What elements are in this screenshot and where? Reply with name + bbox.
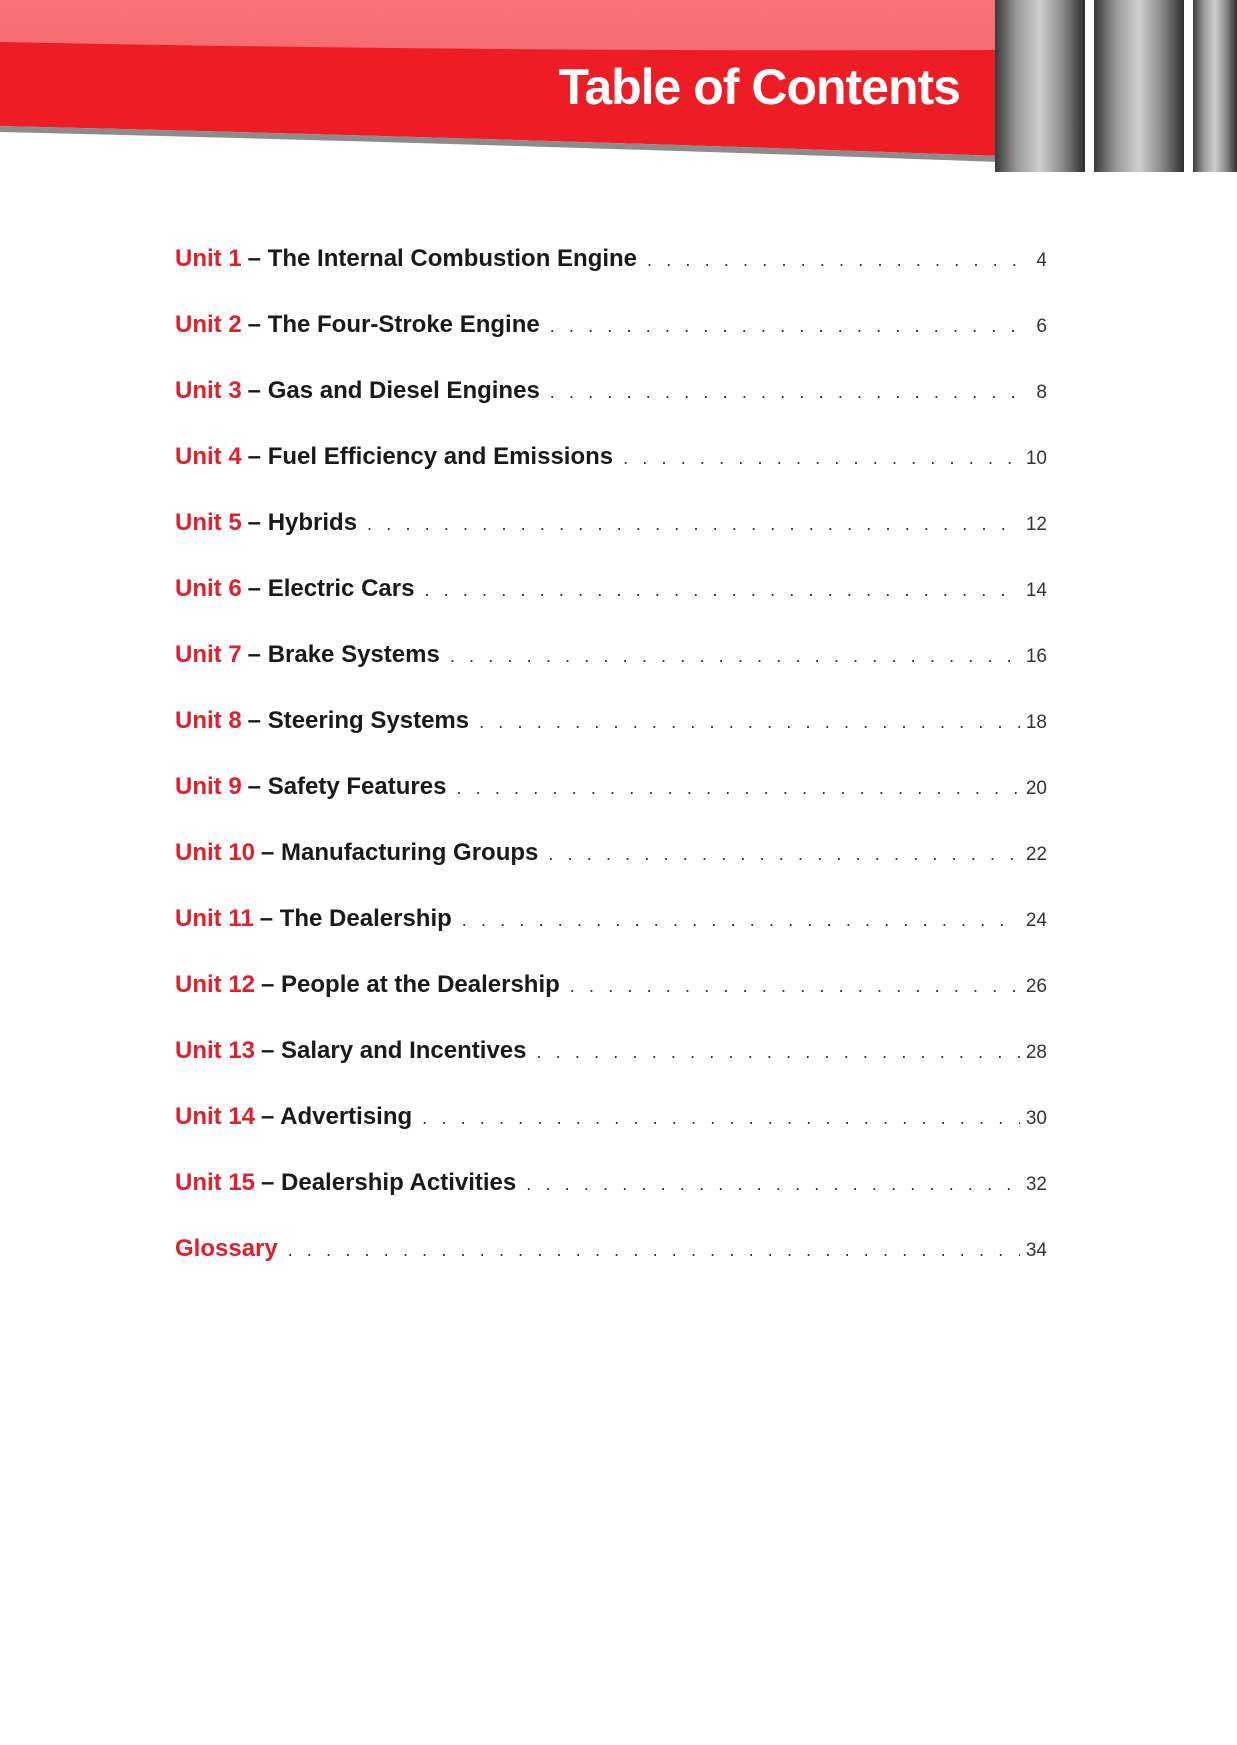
- unit-title: – Safety Features: [247, 773, 447, 800]
- unit-title: – Dealership Activities: [261, 1169, 517, 1196]
- unit-title: – The Internal Combustion Engine: [247, 245, 638, 272]
- page-number: 26: [1025, 976, 1047, 997]
- dot-leader: [422, 1108, 1020, 1129]
- unit-title: – The Dealership: [259, 905, 452, 932]
- toc-entry-glossary[interactable]: [175, 1235, 1047, 1301]
- page-number: 14: [1025, 580, 1047, 601]
- dot-leader: [450, 646, 1020, 667]
- dot-leader: [548, 844, 1019, 865]
- toc-entry-unit-4[interactable]: [175, 443, 1047, 509]
- unit-title: – Electric Cars: [247, 575, 415, 602]
- unit-label: Unit 12: [175, 971, 256, 998]
- toc-entry-unit-13[interactable]: [175, 1037, 1047, 1103]
- toc-entry-unit-1[interactable]: [175, 245, 1047, 311]
- toc-entry-unit-8[interactable]: [175, 707, 1047, 773]
- page-number: 6: [1036, 316, 1047, 337]
- unit-label: Unit 15: [175, 1169, 256, 1196]
- header-banner: [0, 0, 1237, 180]
- toc-entry-unit-2[interactable]: [175, 311, 1047, 377]
- toc-entry-unit-7[interactable]: [175, 641, 1047, 707]
- dot-leader: [570, 976, 1020, 997]
- unit-title: – Salary and Incentives: [261, 1037, 527, 1064]
- toc-entry-unit-6[interactable]: [175, 575, 1047, 641]
- toc-entry-unit-14[interactable]: [175, 1103, 1047, 1169]
- page-number: 16: [1025, 646, 1047, 667]
- dot-leader: [288, 1240, 1020, 1261]
- toc-entry-unit-15[interactable]: [175, 1169, 1047, 1235]
- unit-label: Unit 14: [175, 1103, 256, 1130]
- page-number: 4: [1036, 250, 1047, 271]
- page-number: 24: [1025, 910, 1047, 931]
- unit-label: Unit 7: [175, 641, 242, 668]
- page-number: 8: [1036, 382, 1047, 403]
- page-number: 18: [1025, 712, 1047, 733]
- table-of-contents: [175, 245, 1047, 1301]
- dot-leader: [367, 514, 1020, 535]
- toc-entry-unit-9[interactable]: [175, 773, 1047, 839]
- unit-title: – Steering Systems: [247, 707, 470, 734]
- page-number: 10: [1025, 448, 1047, 469]
- unit-title: – Manufacturing Groups: [261, 839, 539, 866]
- unit-label: Unit 13: [175, 1037, 256, 1064]
- dot-leader: [456, 778, 1019, 799]
- toc-entry-unit-10[interactable]: [175, 839, 1047, 905]
- unit-label: Unit 2: [175, 311, 242, 338]
- unit-title: – Brake Systems: [247, 641, 440, 668]
- unit-label: Unit 5: [175, 509, 242, 536]
- unit-label: Unit 4: [175, 443, 242, 470]
- dot-leader: [424, 580, 1019, 601]
- unit-title: – Gas and Diesel Engines: [247, 377, 540, 404]
- unit-title: – Hybrids: [247, 509, 358, 536]
- unit-label: Unit 3: [175, 377, 242, 404]
- dot-leader: [536, 1042, 1019, 1063]
- dot-leader: [550, 316, 1031, 337]
- page-number: 12: [1025, 514, 1047, 535]
- page-number: 20: [1025, 778, 1047, 799]
- glossary-label: Glossary: [175, 1235, 278, 1262]
- unit-label: Unit 6: [175, 575, 242, 602]
- dot-leader: [462, 910, 1020, 931]
- page-number: 32: [1025, 1174, 1047, 1195]
- dot-leader: [479, 712, 1020, 733]
- dot-leader: [647, 250, 1030, 271]
- dot-leader: [623, 448, 1020, 469]
- page-number: 28: [1025, 1042, 1047, 1063]
- page-number: 34: [1025, 1240, 1047, 1261]
- unit-label: Unit 9: [175, 773, 242, 800]
- unit-label: Unit 8: [175, 707, 242, 734]
- page-number: 22: [1025, 844, 1047, 865]
- unit-title: – Advertising: [261, 1103, 413, 1130]
- toc-entry-unit-12[interactable]: [175, 971, 1047, 1037]
- unit-label: Unit 11: [175, 905, 254, 932]
- dot-leader: [526, 1174, 1020, 1195]
- unit-title: – The Four-Stroke Engine: [247, 311, 540, 338]
- unit-label: Unit 1: [175, 245, 242, 272]
- unit-title: – People at the Dealership: [261, 971, 560, 998]
- dot-leader: [550, 382, 1031, 403]
- toc-entry-unit-5[interactable]: [175, 509, 1047, 575]
- toc-entry-unit-3[interactable]: [175, 377, 1047, 443]
- toc-entry-unit-11[interactable]: [175, 905, 1047, 971]
- page-title: Table of Contents: [558, 59, 960, 115]
- unit-label: Unit 10: [175, 839, 256, 866]
- unit-title: – Fuel Efficiency and Emissions: [247, 443, 614, 470]
- page-number: 30: [1025, 1108, 1047, 1129]
